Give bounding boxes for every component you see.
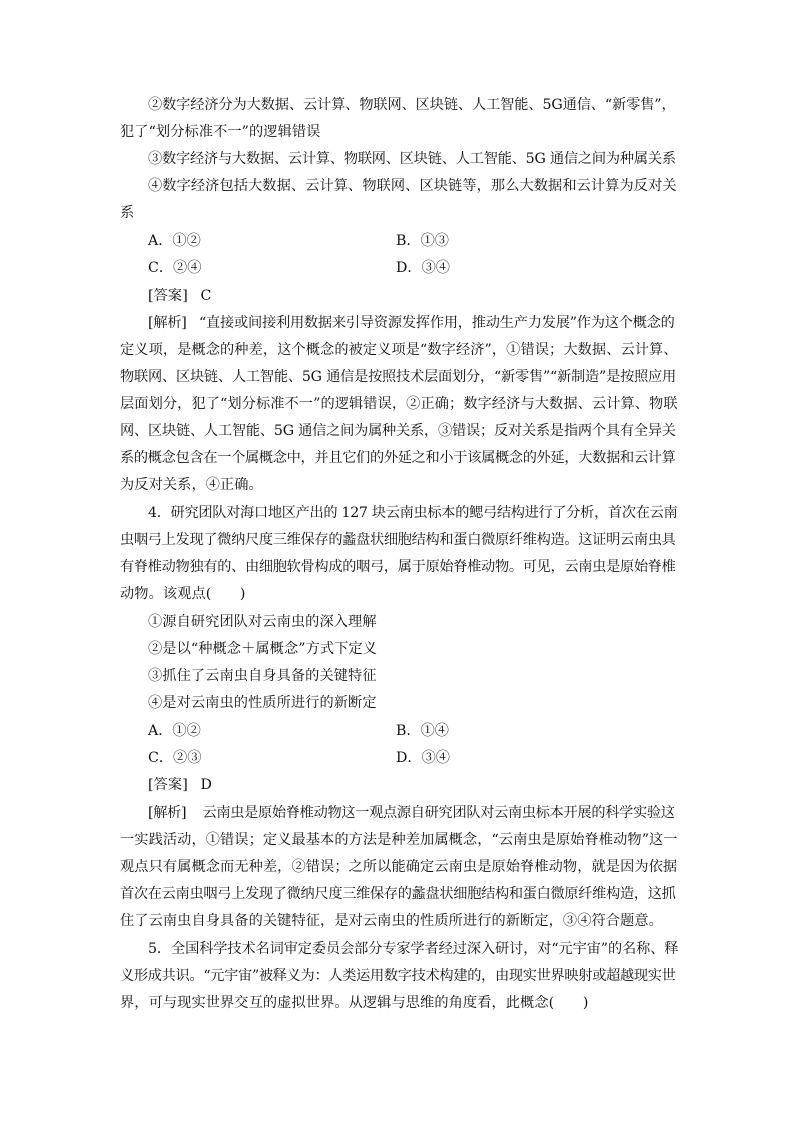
q5-stem-line: 5．全国科学技术名词审定委员会部分专家学者经过深入研讨，对“元宇宙”的名称、释 (148, 941, 679, 957)
q3-choice-b: B．①③ (396, 233, 449, 249)
q4-choice-d: D．③④ (396, 750, 450, 766)
q3-analysis-line: 为反对关系，④正确。 (120, 477, 263, 493)
q4-choice-c: C．②③ (148, 750, 202, 766)
q3-choice-c: C．②④ (148, 260, 202, 276)
q4-option-item-3: ③抓住了云南虫自身具备的关键特征 (148, 668, 377, 684)
q3-analysis-line: 层面划分，犯了“划分标准不一”的逻辑错误，②正确；数字经济与大数据、云计算、物联 (120, 396, 678, 412)
q3-analysis-line: 系的概念包含在一个属概念中，并且它们的外延之和小于该属概念的外延，大数据和云计算 (120, 450, 676, 466)
q4-option-item-2: ②是以“种概念＋属概念”方式下定义 (148, 641, 378, 657)
q4-analysis-line: [解析] 云南虫是原始脊椎动物这一观点源自研究团队对云南虫标本开展的科学实验这 (148, 805, 675, 821)
q3-option-item-4: ④数字经济包括大数据、云计算、物联网、区块链等，那么大数据和云计算为反对关 (148, 178, 677, 194)
q3-analysis-line: [解析] “直接或间接利用数据来引导资源发挥作用，推动生产力发展”作为这个概念的 (148, 315, 675, 331)
q3-analysis-line: 定义项，是概念的种差，这个概念的被定义项是“数字经济”，①错误；大数据、云计算、 (120, 342, 678, 358)
q3-analysis-line: 物联网、区块链、人工智能、5G 通信是按照技术层面划分，“新零售”“新制造”是按照应用 (120, 369, 677, 385)
answer-label: [答案] (148, 777, 188, 793)
q4-choice-a: A．①② (148, 723, 201, 739)
q3-option-item-3: ③数字经济与大数据、云计算、物联网、区块链、人工智能、5G 通信之间为种属关系 (148, 151, 676, 167)
answer-value: D (200, 777, 212, 793)
q4-stem-line: 动物。该观点( ) (120, 586, 246, 602)
analysis-label: [解析] (148, 315, 187, 331)
q3-option-item-2-cont: 犯了“划分标准不一”的逻辑错误 (120, 124, 321, 140)
q3-option-item-4-cont: 系 (120, 205, 135, 221)
q3-analysis-line: 网、区块链、人工智能、5G 通信之间为属种关系，③错误；反对关系是指两个具有全异关 (120, 423, 676, 439)
q4-choice-b: B．①④ (396, 723, 449, 739)
q4-analysis-line: 观点只有属概念而无种差，②错误；之所以能确定云南虫是原始脊椎动物，就是因为依据 (120, 859, 678, 875)
q3-choice-d: D．③④ (396, 260, 450, 276)
answer-label: [答案] (148, 288, 188, 304)
q3-option-item-2: ②数字经济分为大数据、云计算、物联网、区块链、人工智能、5G通信、“新零售”， (148, 97, 676, 113)
q3-choice-a: A．①② (148, 233, 201, 249)
q5-stem-line: 义形成共识。“元宇宙”被释义为：人类运用数字技术构建的，由现实世界映射或超越现实世 (120, 968, 676, 984)
q4-option-item-1: ①源自研究团队对云南虫的深入理解 (148, 614, 377, 630)
q4-analysis-line: 一实践活动，①错误；定义最基本的方法是种差加属概念，“云南虫是原始脊椎动物”这一 (120, 832, 678, 848)
q4-answer (148, 772, 678, 799)
q4-analysis-line: 住了云南虫自身具备的关键特征，是对云南虫的性质所进行的新断定，③④符合题意。 (120, 913, 663, 929)
answer-value: C (200, 288, 212, 304)
q5-stem-line: 界，可与现实世界交互的虚拟世界。从逻辑与思维的角度看，此概念( ) (120, 995, 589, 1011)
q4-option-item-4: ④是对云南虫的性质所进行的新断定 (148, 695, 377, 711)
q4-stem-line: 4．研究团队对海口地区产出的 127 块云南虫标本的鳃弓结构进行了分析，首次在云南 (148, 505, 678, 521)
analysis-label: [解析] (148, 805, 187, 821)
q3-answer (148, 283, 678, 310)
q4-stem-line: 有脊椎动物独有的、由细胞软骨构成的咽弓，属于原始脊椎动物。可见，云南虫是原始脊椎 (120, 559, 676, 575)
q4-analysis-line: 首次在云南虫咽弓上发现了微纳尺度三维保存的蠡盘状细胞结构和蛋白微原纤维构造，这抓 (120, 886, 676, 902)
q4-stem-line: 虫咽弓上发现了微纳尺度三维保存的蠡盘状细胞结构和蛋白微原纤维构造。这证明云南虫具 (120, 532, 676, 548)
